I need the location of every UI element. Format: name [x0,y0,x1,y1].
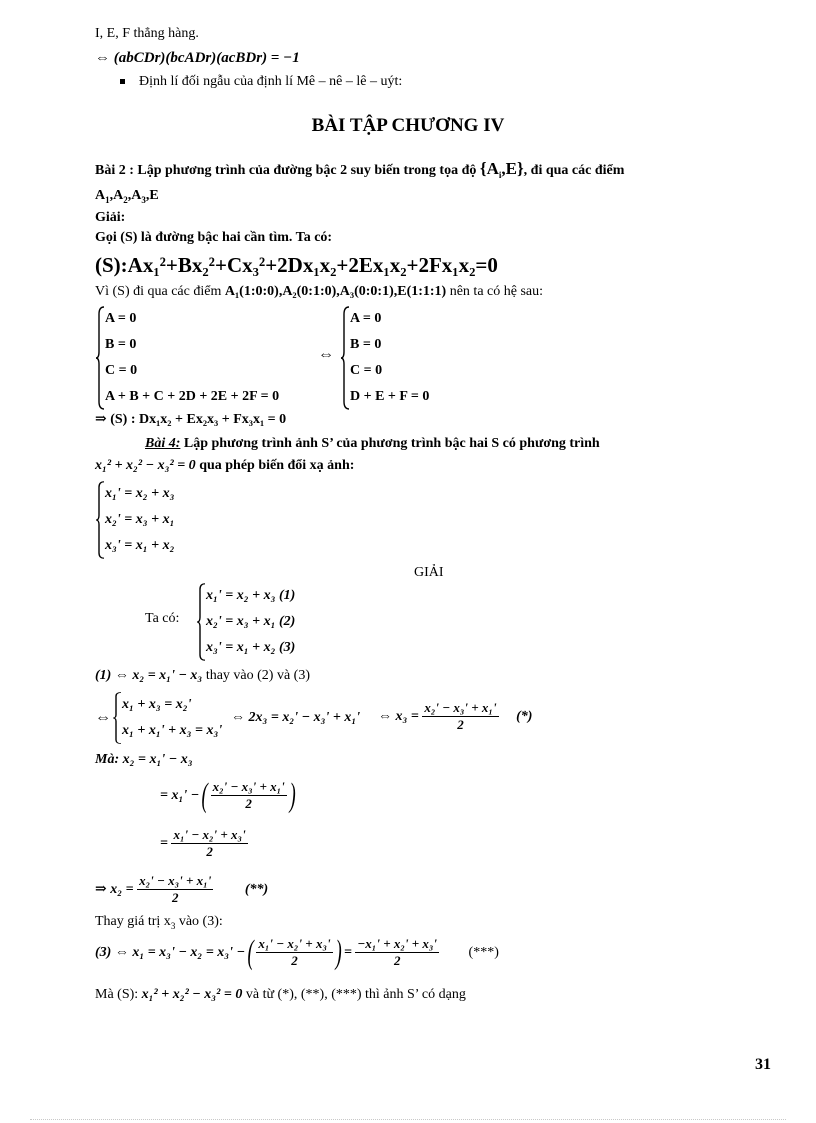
step3-eq: = [343,945,352,960]
ma-line3-pre: = [160,836,168,851]
bai4-text: Lập phương trình ảnh S’ của phương trình bậc hai S có phương trình [180,436,600,451]
bai4-equation-line [95,457,354,475]
vi-points: A₁(1:0:0),A₂(0:1:0),A₃(0:0:1),E(1:1:1) [224,284,447,299]
thay-line [95,913,223,931]
bullet-icon [120,79,125,84]
ma-label: Mà [95,752,115,767]
fraction [211,779,287,812]
final-line [95,986,466,1004]
bai4-sys-row: x₂' = x₃ + x₁ [105,512,175,527]
bai2-point-text: ,A [127,188,142,203]
sys-left-row: B = 0 [105,337,137,352]
vi-prefix: Vì (S) đi qua các điểm [95,284,225,299]
brace-icon [196,583,206,661]
brace-icon [112,692,122,744]
sys-left-row: A + B + C + 2D + 2E + 2F = 0 [105,389,280,404]
bai4-system [95,481,175,559]
ta-co-label: Ta có: [145,611,180,626]
fraction-denominator: 2 [245,796,252,812]
thay-sub: 3 [170,920,176,931]
sys-left-row: A = 0 [105,311,137,326]
step1-line [95,667,310,685]
fraction-denominator: 2 [171,890,179,906]
numbered-system [196,583,295,661]
bai2-point-sub: 1 [105,194,110,205]
star2-label: (**) [244,882,269,897]
fraction-numerator: x₂' − x₃' + x₁' [424,700,497,716]
ma-line [95,751,193,769]
bai2-text-end: , đi qua các điểm [523,163,625,178]
bai4-label: Bài 4: [145,436,181,451]
fraction-denominator: 2 [457,717,464,733]
brace-icon [95,306,105,410]
collinear-line: I, E, F thẳng hàng. [95,26,199,41]
sys-right-row: C = 0 [350,363,383,378]
fraction-numerator: x₂' − x₃' + x₁' [139,873,212,889]
ma-line2-pre: = x₁' − [160,788,200,803]
sys-right-row: A = 0 [350,311,382,326]
fraction [422,700,498,733]
step2-row: x₁ + x₁' + x₃ = x₃' [122,723,223,738]
fraction-numerator: x₂' − x₃' + x₁' [212,779,285,795]
step2-fraction-line [378,700,532,734]
bai2-frame-sub: i [498,169,502,180]
fraction [137,873,213,906]
numbered-row: x₃' = x₁ + x₂ (3) [206,640,296,655]
bai4-eq-suffix: qua phép biến đổi xạ ảnh: [195,458,355,473]
step1-eq: (1) ⇔ x₂ = x₁' − x₃ [95,668,203,683]
step2-row: x₁ + x₃ = x₂' [122,697,192,712]
bai2-goi: Gọi (S) là đường bậc hai cần tìm. Ta có: [95,230,333,245]
fraction [256,936,332,969]
fraction-numerator: x₁' − x₂' + x₃' [173,827,246,843]
bai2-point-sub: 2 [123,194,128,205]
bai2-result: ⇒ (S) : Dx₁x₂ + Ex₂x₃ + Fx₃x₁ = 0 [95,412,287,427]
final-suffix: và từ (*), (**), (***) thì ảnh S’ có dạng [242,987,466,1002]
paren-right-icon: ) [335,933,342,971]
numbered-row: x₁' = x₂ + x₃ (1) [206,588,296,603]
paren-left-icon: ( [201,776,209,814]
vi-suffix: nên ta có hệ sau: [446,284,544,299]
bai2-statement [95,160,624,180]
ma-line2 [160,774,298,818]
step2-equiv: ⇔ [95,709,111,726]
dual-theorem-text: Định lí đối ngẫu của định lí Mê – nê – lê – uýt: [139,74,403,89]
page-divider [30,1119,786,1120]
bai2-point-sub: 3 [141,194,146,205]
result2-pre: ⇒ x₂ = [95,882,134,897]
bai2-frame-end: ,E} [501,159,524,178]
bai2-point-text: ,A [109,188,124,203]
bai2-text: : Lập phương trình của đường bậc 2 suy biến trong tọa độ [125,163,480,178]
dual-theorem-item [120,73,402,91]
bai2-vi-line [95,283,543,301]
fraction-denominator: 2 [291,953,298,969]
thay-suffix: vào (3): [175,914,223,929]
step1-suffix: thay vào (2) và (3) [202,668,311,683]
bai2-giai: Giải: [95,210,126,225]
thay-text: Thay giá trị x [95,914,171,929]
step2-system [112,692,222,744]
brace-icon [95,481,105,559]
bai2-point-text: ,E [145,188,159,203]
section-title: BÀI TẬP CHƯƠNG IV [311,115,505,136]
sys-left-row: C = 0 [105,363,138,378]
final-pre: Mà (S): [95,987,142,1002]
step2-mid: ⇔ 2x₃ = x₂' − x₃' + x₁' [231,710,361,725]
paren-left-icon: ( [247,933,254,971]
sys-right-row: D + E + F = 0 [350,389,430,404]
fraction-numerator: −x₁' + x₂' + x₃' [357,936,438,952]
bai4-sys-row: x₃' = x₁ + x₂ [105,538,175,553]
fraction-numerator: x₁' − x₂' + x₃' [258,936,331,952]
bai2-frame: {A [479,159,499,178]
star3-label: (***) [468,945,499,960]
result2-line [95,872,268,908]
step2-eq: ⇔ x₃ = [378,709,419,724]
page-number: 31 [755,1056,771,1073]
sys-right-row: B = 0 [350,337,382,352]
numbered-row: x₂' = x₃ + x₁ (2) [206,614,296,629]
system-right [340,306,429,410]
fraction [171,827,247,860]
ma-line3 [160,826,248,862]
final-eq: x₁² + x₂² − x₃² = 0 [141,987,243,1002]
bai4-eq: x₁² + x₂² − x₃² = 0 [95,458,196,473]
step3-pre: (3) ⇔ x₁ = x₃' − x₂ = x₃' − [95,945,246,960]
system-left [95,306,279,410]
fraction-denominator: 2 [393,953,401,969]
general-equation: (S):Ax₁²+Bx₂²+Cx₃²+2Dx₁x₂+2Ex₁x₂+2Fx₁x₂=0 [95,253,498,277]
paren-right-icon: ) [289,776,296,814]
bai2-label: Bài 2 [95,163,126,178]
ma-eq: : x₂ = x₁' − x₃ [114,752,193,767]
system-equiv: ⇔ [318,346,334,363]
brace-icon [340,306,350,410]
star1-label: (*) [516,709,533,724]
fraction-denominator: 2 [206,844,213,860]
step3-line [95,930,499,976]
fraction [355,936,439,969]
bai4-statement [145,435,600,453]
bai4-sys-row: x₁' = x₂ + x₃ [105,486,175,501]
bai2-points [95,187,159,205]
bai2-point-a: A [95,188,106,203]
equiv-product-line: ⇔ (abCDr)(bcADr)(acBDr) = −1 [95,50,300,66]
giai-heading: GIẢI [414,565,444,580]
